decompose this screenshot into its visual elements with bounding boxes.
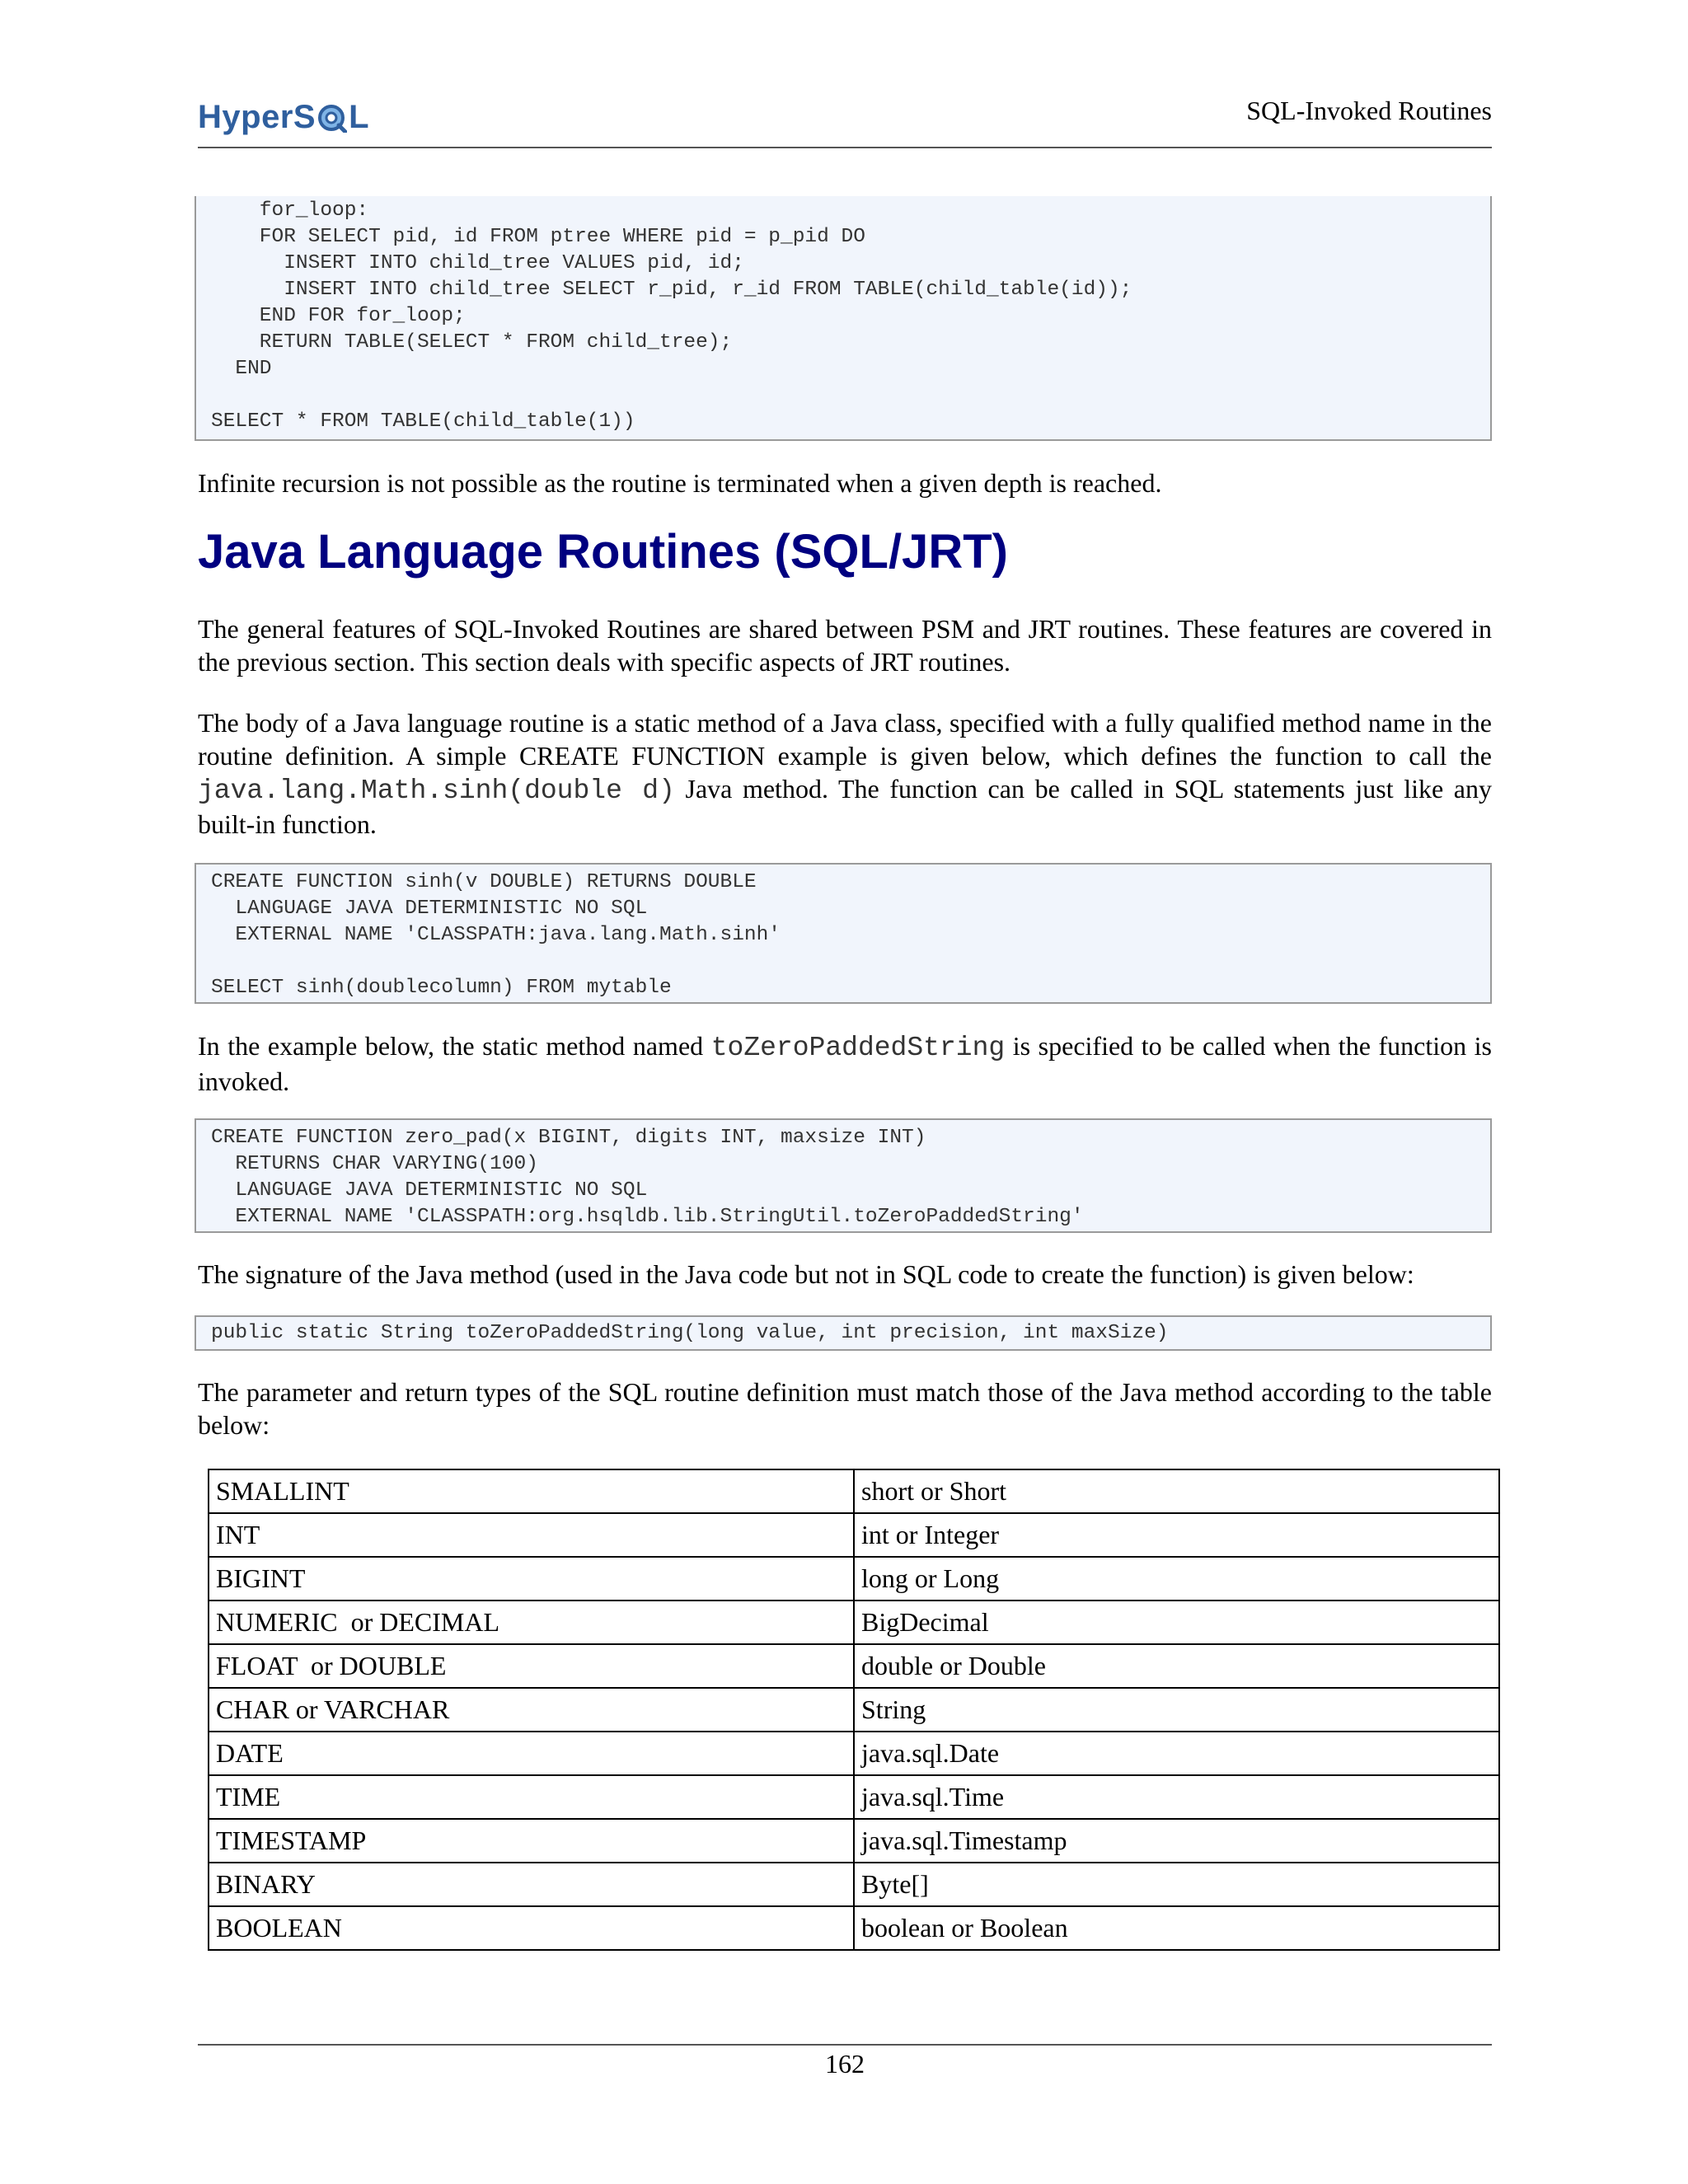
body-intro-text-2: Java method. The function can be called in SQL statements just like any built-in function. [198,774,1493,839]
table-row [209,1775,1499,1819]
page-header [198,92,1492,148]
code-block-java-signature: public static String toZeroPaddedString(long value, int precision, int maxSize) [195,1315,1492,1351]
sql-type-cell: NUMERIC or DECIMAL [209,1601,854,1644]
logo-text-before: HyperS [198,99,316,135]
paragraph-type-match: The parameter and return types of the SQL routine definition must match those of the Java method according to the table below: [198,1377,1492,1440]
java-type-cell: String [854,1688,1499,1732]
java-type-cell: Byte[] [854,1863,1499,1906]
java-type-cell: long or Long [854,1557,1499,1601]
table-row [209,1557,1499,1601]
page-number: 162 [825,2049,865,2079]
static-method-text-2: is specified to be called when the function is invoked. [198,1031,1493,1096]
sql-type-cell: INT [209,1513,854,1557]
sql-type-cell: TIMESTAMP [209,1819,854,1863]
logo-magnifier-icon [317,103,347,133]
java-type-cell: int or Integer [854,1513,1499,1557]
code-block-recursion: for_loop: FOR SELECT pid, id FROM ptree WHERE pid = p_pid DO INSERT INTO child_tree VALUES pid, id; INSERT INTO child_tree SELECT r_pid, r_id FROM TABLE(child_table(id)); END FOR for_loop; RETURN TABLE(SELECT * FROM child_tree); END SELECT * FROM TABLE(child_table(1)) [195,196,1492,441]
hypersql-logo [198,99,369,136]
sql-type-cell: CHAR or VARCHAR [209,1688,854,1732]
sql-type-cell: FLOAT or DOUBLE [209,1644,854,1688]
table-row [209,1863,1499,1906]
table-row [209,1688,1499,1732]
inline-code-sinh: java.lang.Math.sinh(double d) [198,776,675,806]
java-type-cell: java.sql.Timestamp [854,1819,1499,1863]
table-row [209,1732,1499,1775]
sql-type-cell: BINARY [209,1863,854,1906]
body-intro-text-1: The body of a Java language routine is a static method of a Java class, specified with a fully qualified method name in the routine definition. A simple CREATE FUNCTION example is given below, which defines the function to call the [198,708,1492,771]
java-type-cell: boolean or Boolean [854,1906,1499,1950]
paragraph-general-features: The general features of SQL-Invoked Routines are shared between PSM and JRT routines. These features are covered in the previous section. This section deals with specific aspects of JRT routines. [198,614,1492,677]
code-block-sinh: CREATE FUNCTION sinh(v DOUBLE) RETURNS DOUBLE LANGUAGE JAVA DETERMINISTIC NO SQL EXTERNAL NAME 'CLASSPATH:java.lang.Math.sinh' SELECT sinh(doublecolumn) FROM mytable [195,863,1492,1004]
java-type-cell: double or Double [854,1644,1499,1688]
logo-text-after: L [349,99,369,135]
section-title: Java Language Routines (SQL/JRT) [198,525,1008,579]
sql-type-cell: BIGINT [209,1557,854,1601]
paragraph-recursion-note: Infinite recursion is not possible as the routine is terminated when a given depth is reached. [198,468,1162,498]
table-row [209,1819,1499,1863]
type-mapping-table [208,1469,1500,1951]
java-type-cell: java.sql.Date [854,1732,1499,1775]
java-type-cell: short or Short [854,1469,1499,1513]
table-row [209,1469,1499,1513]
table-row [209,1601,1499,1644]
static-method-text-1: In the example below, the static method named [198,1031,711,1061]
paragraph-body-intro [198,706,1492,841]
table-row [209,1644,1499,1688]
table-row [209,1513,1499,1557]
sql-type-cell: SMALLINT [209,1469,854,1513]
sql-type-cell: BOOLEAN [209,1906,854,1950]
code-block-zero-pad: CREATE FUNCTION zero_pad(x BIGINT, digits INT, maxsize INT) RETURNS CHAR VARYING(100) LANGUAGE JAVA DETERMINISTIC NO SQL EXTERNAL NAME 'CLASSPATH:org.hsqldb.lib.StringUtil.toZeroPaddedString' [195,1118,1492,1233]
inline-code-tozeropaddedstring: toZeroPaddedString [710,1033,1006,1063]
java-type-cell: java.sql.Time [854,1775,1499,1819]
paragraph-signature-note: The signature of the Java method (used in the Java code but not in SQL code to create the function) is given below: [198,1259,1414,1289]
footer-divider [198,2044,1492,2046]
sql-type-cell: DATE [209,1732,854,1775]
java-type-cell: BigDecimal [854,1601,1499,1644]
paragraph-static-method [198,1029,1492,1098]
table-row [209,1906,1499,1950]
sql-type-cell: TIME [209,1775,854,1819]
chapter-title: SQL-Invoked Routines [1246,96,1492,125]
